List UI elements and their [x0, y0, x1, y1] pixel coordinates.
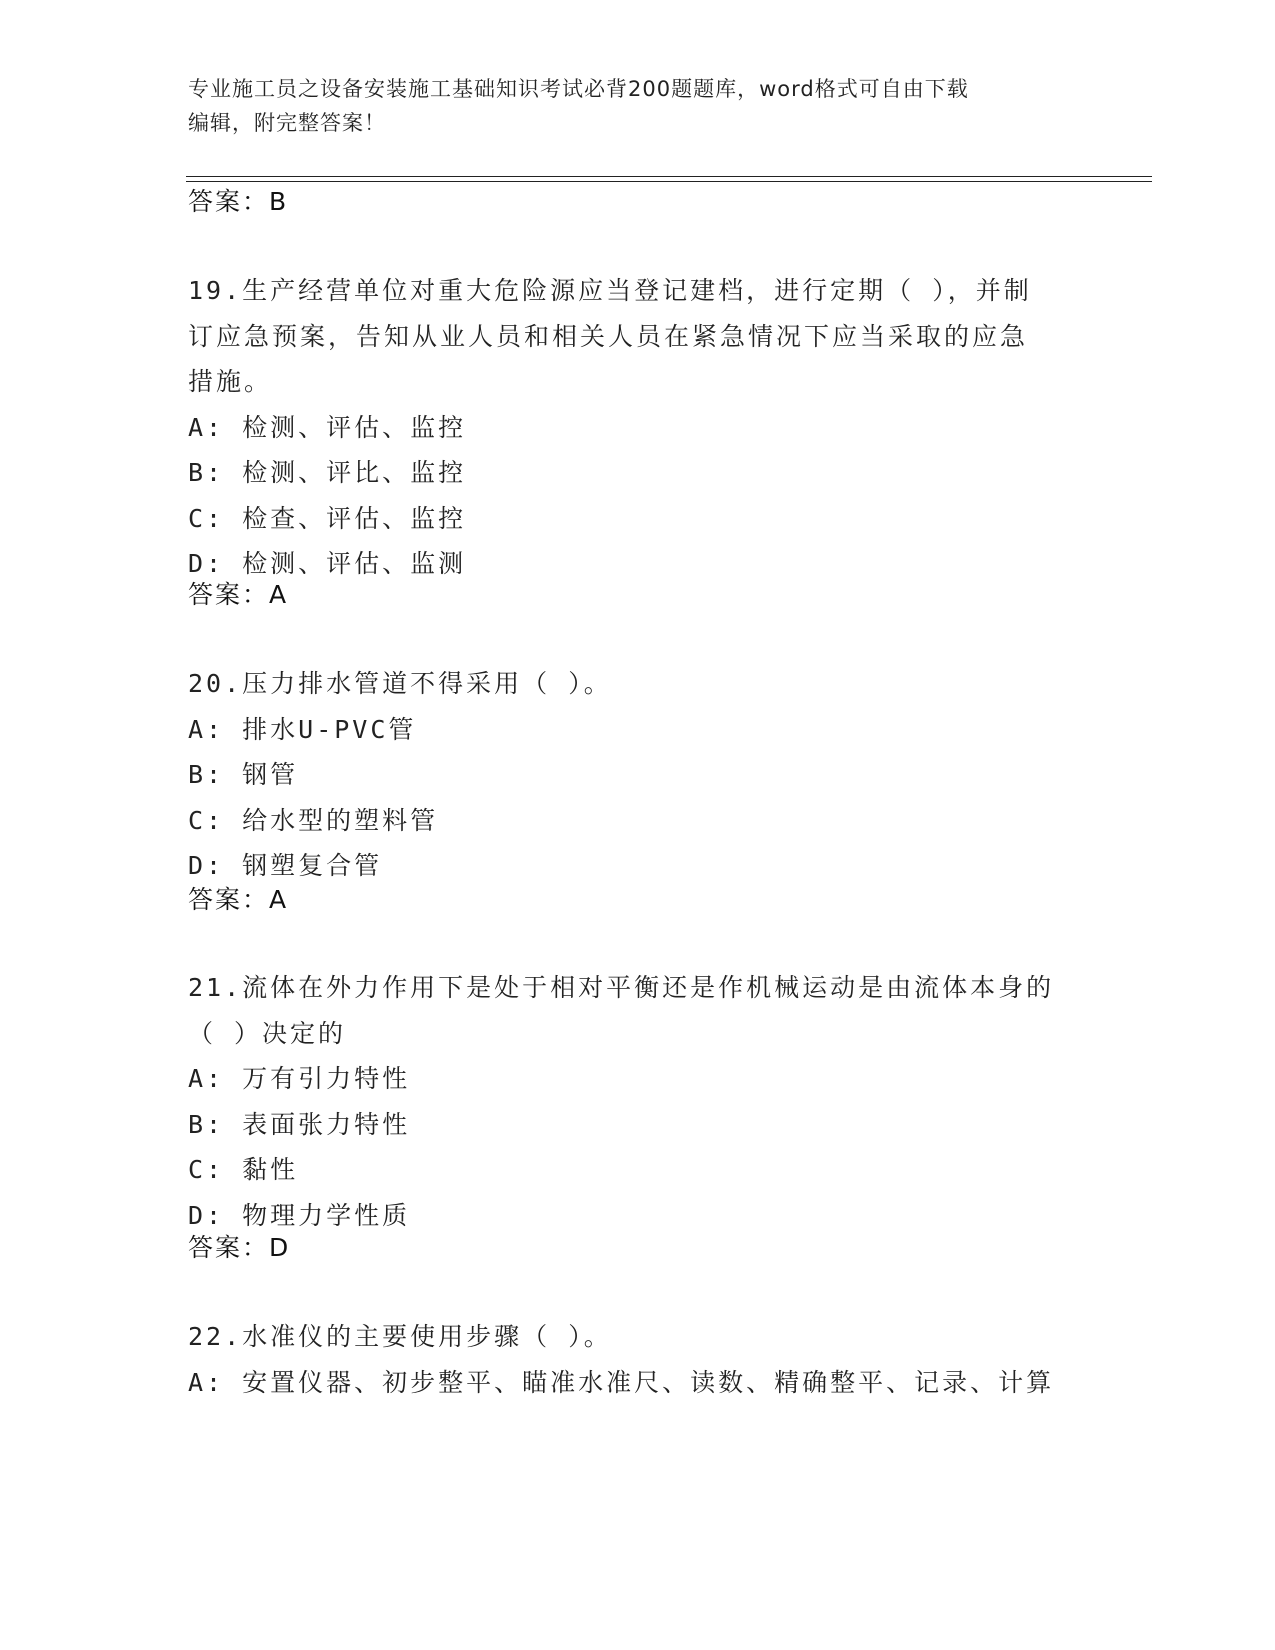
option-d: D: 钢塑复合管	[188, 851, 383, 880]
stem-line: 措施。	[188, 367, 273, 396]
option-a: A: 安置仪器、初步整平、瞄准水准尺、读数、精确整平、记录、计算	[188, 1367, 1055, 1397]
stem-line: 19.生产经营单位对重大危险源应当登记建档，进行定期（ ），并制	[188, 276, 1032, 305]
question-stem	[188, 268, 1088, 405]
header-divider-bottom	[186, 181, 1152, 182]
question-19	[188, 268, 1088, 587]
option-b: B: 表面张力特性	[188, 1109, 411, 1139]
header-divider-top	[186, 176, 1152, 177]
answer-line: 答案：D	[188, 1233, 291, 1262]
answer-line: 答案：A	[188, 580, 289, 609]
stem-line: 21.流体在外力作用下是处于相对平衡还是作机械运动是由流体本身的	[188, 973, 1055, 1002]
stem-line: 订应急预案，告知从业人员和相关人员在紧急情况下应当采取的应急	[188, 321, 1029, 351]
option-c: C: 黏性	[188, 1155, 299, 1184]
answer-line: 答案：B	[188, 187, 289, 216]
question-21	[188, 965, 1088, 1238]
question-stem	[188, 661, 1088, 707]
option-a: A: 排水U-PVC管	[188, 714, 417, 744]
question-stem	[188, 965, 1088, 1056]
option-b: B: 检测、评比、监控	[188, 458, 467, 487]
stem-line: 22.水准仪的主要使用步骤（ ）。	[188, 1322, 612, 1351]
answer-line: 答案：A	[188, 885, 289, 914]
option-d: D: 检测、评估、监测	[188, 549, 467, 578]
stem-line: （ ）决定的	[188, 1018, 347, 1048]
header-line-1: 专业施工员之设备安装施工基础知识考试必背200题题库，word格式可自由下载	[188, 77, 969, 101]
stem-line: 20.压力排水管道不得采用（ ）。	[188, 669, 612, 698]
question-22	[188, 1314, 1088, 1405]
header-line-2: 编辑，附完整答案！	[188, 111, 386, 135]
question-20	[188, 661, 1088, 889]
option-a: A: 检测、评估、监控	[188, 412, 467, 442]
option-d: D: 物理力学性质	[188, 1200, 411, 1230]
option-c: C: 检查、评估、监控	[188, 503, 467, 533]
option-a: A: 万有引力特性	[188, 1064, 411, 1093]
question-stem	[188, 1314, 1088, 1360]
page-header	[188, 72, 1068, 140]
option-c: C: 给水型的塑料管	[188, 805, 439, 835]
option-b: B: 钢管	[188, 760, 299, 789]
